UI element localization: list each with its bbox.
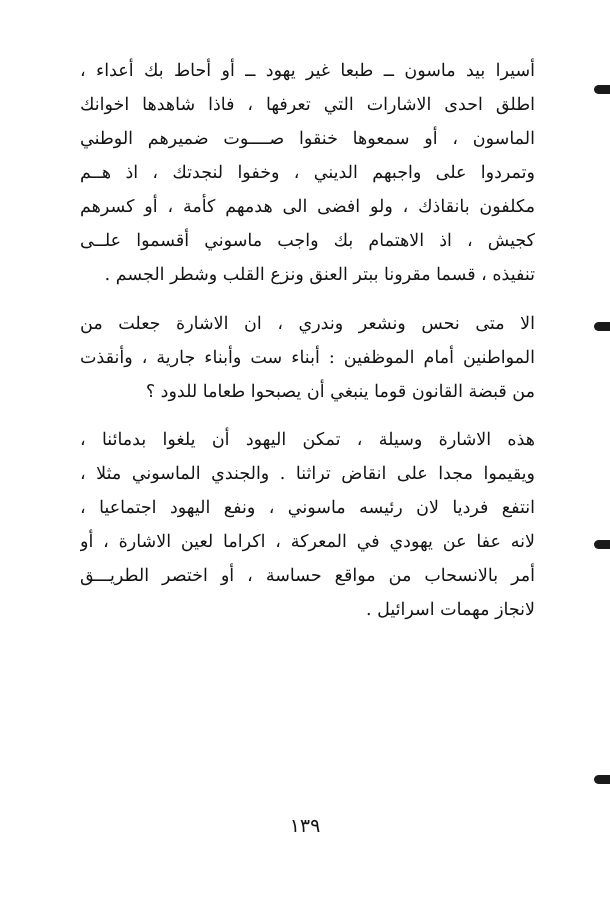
text-line: الا متى نحس ونشعر وندري ، ان الاشارة جعلت من bbox=[80, 314, 535, 334]
text-line: أمر بالانسحاب من مواقع حساسة ، أو اختصر الطريـــق bbox=[80, 566, 535, 586]
text-line: هذه الاشارة وسيلة ، تمكن اليهود أن يلغوا بدمائنا ، bbox=[80, 430, 535, 450]
text-line: لانه عفا عن يهودي في المعركة ، اكراما لعين الاشارة ، أو bbox=[80, 532, 535, 552]
margin-scan-mark bbox=[594, 85, 610, 94]
text-line: وتمردوا على واجبهم الديني ، وخفوا لنجدتك ، اذ هــم bbox=[80, 163, 535, 183]
margin-scan-mark bbox=[594, 540, 610, 549]
page-number: ١٣٩ bbox=[289, 815, 321, 837]
text-line: اطلق احدى الاشارات التي تعرفها ، فاذا شاهدها اخوانك bbox=[80, 95, 535, 115]
text-line: لانجاز مهمات اسرائيل . bbox=[366, 600, 535, 620]
text-line: تنفيذه ، قسما مقرونا ببتر العنق ونزع القلب وشطر الجسم . bbox=[104, 265, 535, 285]
text-line: انتفع فرديا لان رئيسه ماسوني ، ونفع اليهود اجتماعيا ، bbox=[80, 498, 535, 518]
text-line: كجيش ، اذ الاهتمام بك واجب ماسوني أقسموا علــى bbox=[80, 231, 535, 251]
text-line: الماسون ، أو سمعوها خنقوا صــــوت ضميرهم الوطني bbox=[80, 129, 535, 149]
paragraph-2 bbox=[80, 307, 535, 409]
paragraph-1 bbox=[80, 54, 535, 292]
text-line: مكلفون بانقاذك ، ولو افضى الى هدمهم كأمة ، أو كسرهم bbox=[80, 197, 535, 217]
text-line: المواطنين أمام الموظفين : أبناء ست وأبناء جارية ، وأنقذت bbox=[80, 348, 535, 368]
margin-scan-mark bbox=[594, 775, 610, 784]
text-line: ويقيموا مجدا على انقاض تراثنا . والجندي الماسوني مثلا ، bbox=[80, 464, 535, 484]
text-line: من قبضة القانون قوما ينبغي أن يصبحوا طعاما للدود ؟ bbox=[145, 382, 535, 402]
margin-scan-mark bbox=[594, 322, 610, 331]
paragraph-3 bbox=[80, 423, 535, 627]
text-line: أسيرا بيد ماسون ــ طبعا غير يهود ــ أو أحاط بك أعداء ، bbox=[80, 61, 535, 81]
